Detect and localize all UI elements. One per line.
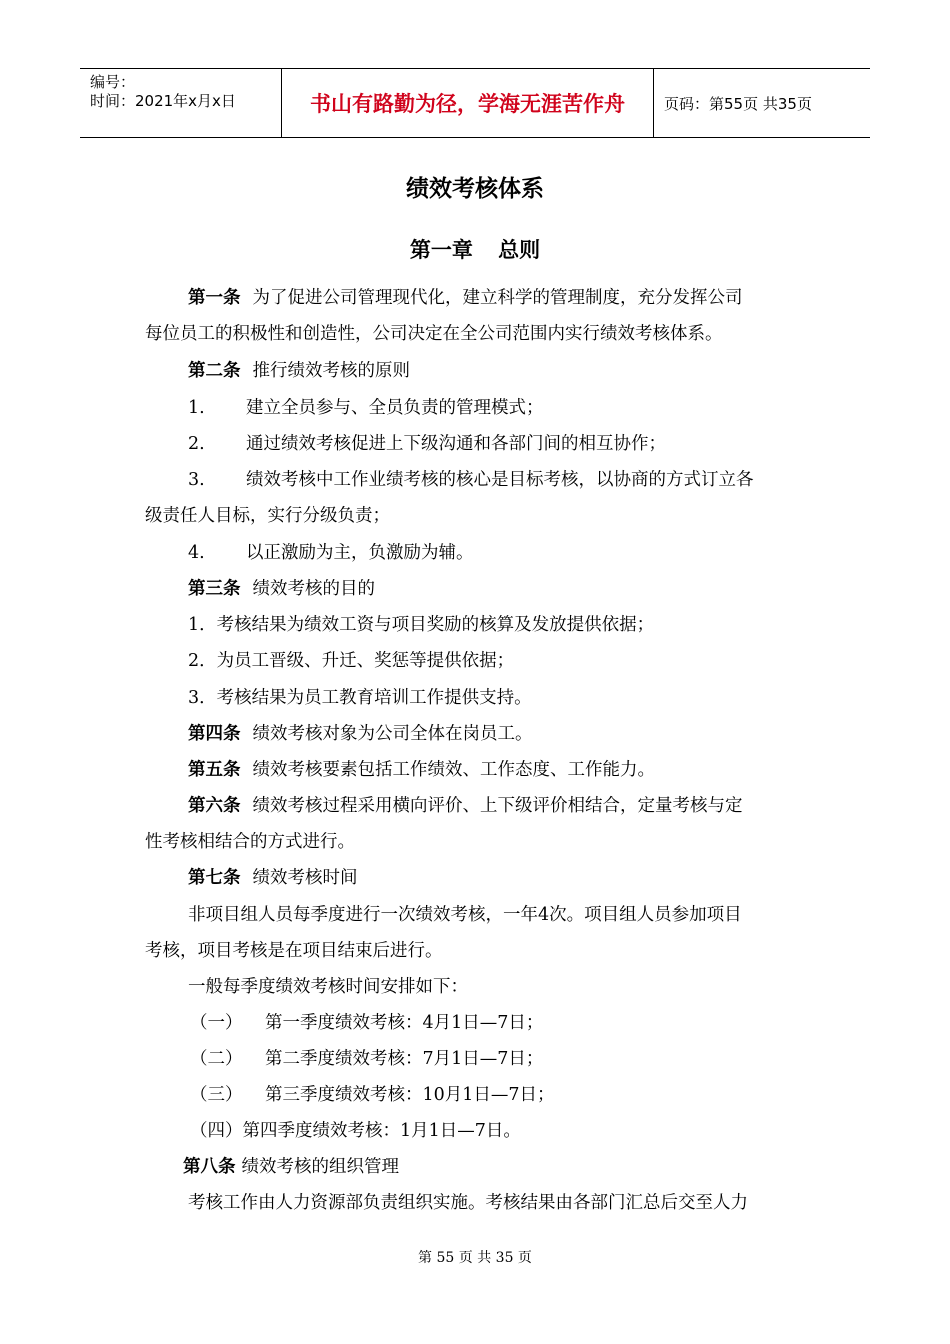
article-label: 第二条: [188, 361, 241, 381]
header-meta: [80, 69, 281, 137]
list-item: 3．考核结果为员工教育培训工作提供支持。: [188, 688, 532, 708]
paragraph: 考核工作由人力资源部负责组织实施。考核结果由各部门汇总后交至人力: [188, 1193, 748, 1213]
list-item: 2．为员工晋级、升迁、奖惩等提供依据；: [188, 651, 515, 671]
list-item: 1．考核结果为绩效工资与项目奖励的核算及发放提供依据；: [188, 615, 655, 635]
header-motto: 书山有路勤为径，学海无涯苦作舟: [281, 69, 654, 137]
paragraph-cont: 考核，项目考核是在项目结束后进行。: [145, 941, 443, 961]
number-label: 编号：: [90, 73, 136, 91]
article-7: 第七条 绩效考核时间: [188, 868, 358, 888]
schedule-item: （二） 第二季度绩效考核：7月1日—7日；: [190, 1049, 544, 1069]
article-label: 第六条: [188, 796, 241, 816]
article-8: 第八条 绩效考核的组织管理: [183, 1157, 399, 1177]
article-6-cont: 性考核相结合的方式进行。: [145, 832, 355, 852]
schedule-item: （一） 第一季度绩效考核：4月1日—7日；: [190, 1013, 544, 1033]
list-item: 3. 绩效考核中工作业绩考核的核心是目标考核，以协商的方式订立各: [188, 470, 754, 490]
paragraph: 一般每季度绩效考核时间安排如下：: [188, 977, 468, 997]
page-footer: 第 55 页 共 35 页: [418, 1250, 532, 1266]
header-page-info: 页码：第55页 共35页: [664, 94, 812, 113]
list-item: 2. 通过绩效考核促进上下级沟通和各部门间的相互协作；: [188, 434, 666, 454]
article-5: 第五条 绩效考核要素包括工作绩效、工作态度、工作能力。: [188, 760, 655, 780]
list-item-cont: 级责任人目标，实行分级负责；: [145, 506, 390, 526]
article-1-cont: 每位员工的积极性和创造性，公司决定在全公司范围内实行绩效考核体系。: [145, 324, 723, 344]
article-label: 第八条: [183, 1157, 236, 1177]
page-header: [80, 68, 870, 138]
article-label: 第一条: [188, 288, 241, 308]
article-3: 第三条 绩效考核的目的: [188, 579, 375, 599]
article-6: 第六条 绩效考核过程采用横向评价、上下级评价相结合，定量考核与定: [188, 796, 743, 816]
chapter-title: 第一章 总则: [409, 238, 541, 262]
schedule-item: （三） 第三季度绩效考核：10月1日—7日；: [190, 1085, 555, 1105]
time-label: 时间：2021年x月x日: [90, 92, 236, 110]
article-1: 第一条 为了促进公司管理现代化，建立科学的管理制度，充分发挥公司: [188, 288, 743, 308]
article-label: 第七条: [188, 868, 241, 888]
list-item: 1. 建立全员参与、全员负责的管理模式；: [188, 398, 544, 418]
article-4: 第四条 绩效考核对象为公司全体在岗员工。: [188, 724, 533, 744]
document-title: 绩效考核体系: [406, 176, 544, 202]
list-item: 4. 以正激励为主，负激励为辅。: [188, 543, 474, 563]
article-2: 第二条 推行绩效考核的原则: [188, 361, 410, 381]
article-label: 第四条: [188, 724, 241, 744]
article-label: 第三条: [188, 579, 241, 599]
schedule-item: （四）第四季度绩效考核：1月1日—7日。: [190, 1121, 521, 1141]
article-label: 第五条: [188, 760, 241, 780]
paragraph: 非项目组人员每季度进行一次绩效考核，一年4次。项目组人员参加项目: [188, 905, 742, 925]
